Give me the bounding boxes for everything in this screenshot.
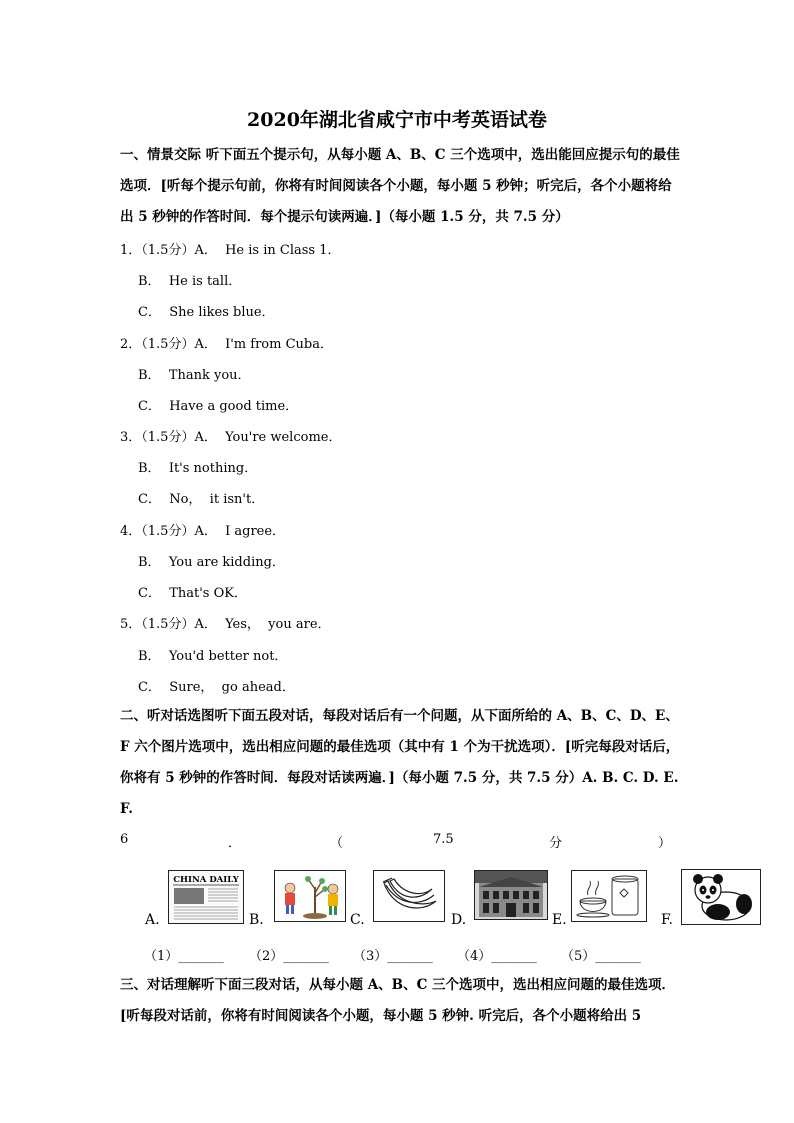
children-planting-icon xyxy=(275,871,345,921)
question-6-dot: ． xyxy=(228,836,242,851)
question-4-option-b: B． You are kidding． xyxy=(138,555,285,570)
answer-blank-3[interactable]: （3）_______ xyxy=(353,949,433,964)
question-6-close-paren: ） xyxy=(658,836,672,851)
banana-icon xyxy=(374,871,444,921)
question-6-number: 6 xyxy=(120,832,129,847)
question-3-stem: 3．（1.5分）A． You're welcome． xyxy=(120,430,342,445)
picture-b-planting-tree xyxy=(274,870,346,922)
picture-e-tea xyxy=(571,870,647,922)
question-2-option-c: C． Have a good time． xyxy=(138,399,299,414)
question-5-option-b: B． You'd better not． xyxy=(138,649,288,664)
section2-heading: 二、听对话选图听下面五段对话，每段对话后有一个问题，从下面所给的 A、B、C、D、E、F 六个图片选项中，选出相应问题的最佳选项（其中有 1 个为干扰选项）．[听完每段对话后，你将有 5 秒钟的作答时间．每段对话读两遍．]（每小题 7.5 分，共 7.5 分）A. B. C. D. E. F. xyxy=(120,708,680,817)
picture-d-building xyxy=(474,870,548,920)
answer-blank-1[interactable]: （1）_______ xyxy=(144,949,224,964)
question-1-option-b: B． He is tall． xyxy=(138,274,242,289)
question-4-option-c: C． That's OK． xyxy=(138,586,247,601)
newspaper-masthead: CHINA DAILY xyxy=(173,875,239,885)
page-title: 2020年湖北省咸宁市中考英语试卷 xyxy=(247,109,547,131)
question-1-stem: 1．（1.5分）A． He is in Class 1． xyxy=(120,243,341,258)
question-3-option-c: C． No， it isn't． xyxy=(138,492,265,507)
picture-label-e: E. xyxy=(552,912,567,928)
question-3-option-b: B． It's nothing． xyxy=(138,461,258,476)
picture-label-c: C. xyxy=(350,912,365,928)
question-5-stem: 5．（1.5分）A． Yes， you are． xyxy=(120,617,331,632)
tea-cup-icon xyxy=(572,871,646,921)
answer-blank-2[interactable]: （2）_______ xyxy=(249,949,329,964)
picture-c-bananas xyxy=(373,870,445,922)
question-1-option-c: C． She likes blue． xyxy=(138,305,275,320)
picture-label-b: B. xyxy=(249,912,264,928)
picture-label-d: D. xyxy=(451,912,467,928)
answer-blank-5[interactable]: （5）_______ xyxy=(561,949,641,964)
question-2-stem: 2．（1.5分）A． I'm from Cuba． xyxy=(120,337,333,352)
question-2-option-b: B． Thank you． xyxy=(138,368,251,383)
answer-blank-4[interactable]: （4）_______ xyxy=(457,949,537,964)
newspaper-icon xyxy=(169,871,243,923)
panda-icon xyxy=(682,870,760,924)
question-5-option-c: C． Sure， go ahead． xyxy=(138,680,295,695)
question-6-open-paren: （ xyxy=(330,836,344,851)
question-6-unit: 分 xyxy=(549,836,563,851)
picture-label-f: F. xyxy=(661,912,673,928)
question-4-stem: 4．（1.5分）A． I agree． xyxy=(120,524,286,539)
building-icon xyxy=(475,871,547,919)
picture-a-newspaper xyxy=(168,870,244,924)
picture-f-panda xyxy=(681,869,761,925)
picture-label-a: A. xyxy=(145,912,160,928)
question-6-score: 7.5 xyxy=(433,832,454,847)
section1-heading: 一、情景交际 听下面五个提示句，从每小题 A、B、C 三个选项中，选出能回应提示句的最佳选项．[听每个提示句前，你将有时间阅读各个小题，每小题 5 秒钟；听完后，各个小题将给出 5 秒钟的作答时间．每个提示句读两遍．]（每小题 1.5 分，共 7.5 分） xyxy=(120,147,680,225)
section3-heading: 三、对话理解听下面三段对话，从每小题 A、B、C 三个选项中，选出相应问题的最佳选项．[听每段对话前，你将有时间阅读各个小题，每小题 5 秒钟. 听完后，各个小题将给出 5 xyxy=(120,977,676,1024)
